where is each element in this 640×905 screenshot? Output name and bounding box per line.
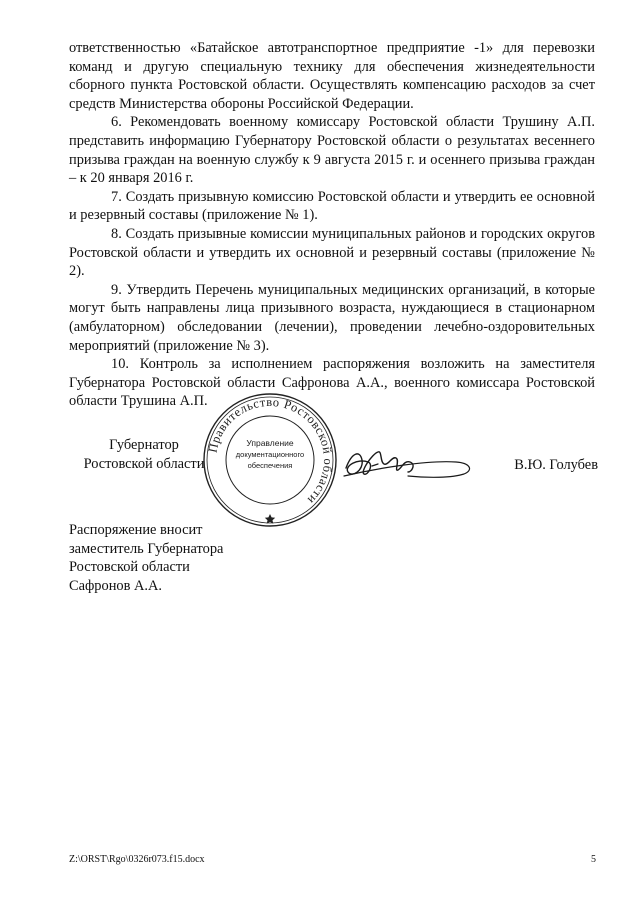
document-body [69,39,595,411]
signatory-role [69,436,219,473]
submitter-line2: заместитель Губернатора [69,540,224,557]
footer-page-number: 5 [591,854,596,865]
seal-center-line3: обеспечения [247,461,293,470]
paragraph-6: 6. Рекомендовать военному комиссару Ростовской области Трушину А.П. представить информацию Губернатору Ростовской области о результатах весеннего призыва граждан на военную службу к 9 августа 2015 г. и осеннего призыва граждан – к 20 января 2016 г. [69,114,595,187]
submitter-line1: Распоряжение вносит [69,522,203,538]
signatory-role-line1: Губернатор [109,437,179,453]
signatory-role-line2: Ростовской области [83,455,205,472]
handwritten-signature [338,438,478,488]
seal-center-line1: Управление [246,438,294,448]
paragraph-9: 9. Утвердить Перечень муниципальных медицинских организаций, в которые могут быть направлены лица призывного возраста, нуждающиеся в стационарном (амбулаторном) обследовании (лечении), проведении лечебно-оздоровительных мероприятий (приложение № 3). [69,281,595,354]
submitter-line4: Сафронов А.А. [69,577,162,594]
paragraph-7: 7. Создать призывную комиссию Ростовской области и утвердить ее основной и резервный составы (приложение № 1). [69,188,595,224]
submitter-line3: Ростовской области [69,559,190,576]
paragraph-10: 10. Контроль за исполнением распоряжения возложить на заместителя Губернатора Ростовской области Сафронова А.А., военного комиссара Ростовской области Трушина А.П. [69,356,595,410]
official-seal [200,390,340,530]
signatory-name: В.Ю. Голубев [514,457,598,473]
paragraph-continuation: ответственностью «Батайское автотранспортное предприятие -1» для перевозки команд и другую специальную технику для обеспечения жизнедеятельности сборного пункта Ростовской области. Осуществлять компенсацию расходов за счет средств Министерства обороны Российской Федерации. [69,40,595,112]
paragraph-8: 8. Создать призывные комиссии муниципальных районов и городских округов Ростовской области и утвердить их основной и резервный составы (приложение № 2). [69,225,595,280]
seal-ring-text: Правительство Ростовской области [205,394,336,508]
submitter-block [69,521,329,595]
seal-center-line2: документационного [235,450,305,459]
footer-file-path: Z:\ORST\Rgo\0326r073.f15.docx [69,854,205,865]
